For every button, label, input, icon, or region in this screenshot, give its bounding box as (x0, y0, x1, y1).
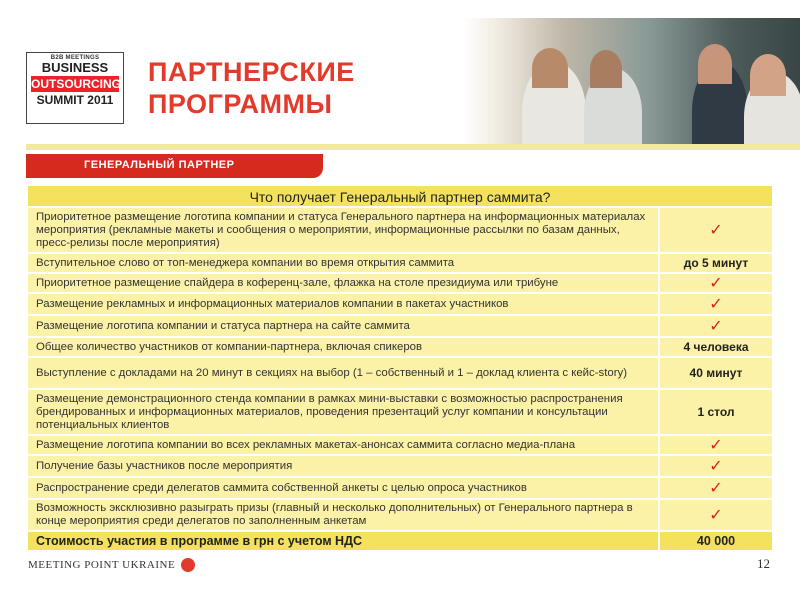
check-icon: ✓ (660, 294, 772, 314)
row-desc: Выступление с докладами на 20 минут в секциях на выбор (1 – собственный и 1 – доклад клиента с кейс-story) (28, 358, 660, 388)
table-row (28, 294, 772, 316)
total-value: 40 000 (660, 532, 772, 550)
check-icon: ✓ (660, 274, 772, 292)
row-desc: Общее количество участников от компании-партнера, включая спикеров (28, 338, 660, 356)
table-row (28, 208, 772, 254)
footer-brand (28, 558, 195, 572)
check-icon: ✓ (660, 208, 772, 252)
row-value: 1 стол (660, 390, 772, 434)
page-number: 12 (757, 556, 770, 571)
title-line-2: ПРОГРАММЫ (148, 89, 333, 119)
table-header: Что получает Генеральный партнер саммита? (28, 186, 772, 208)
logo-subtitle: B2B MEETINGS (50, 55, 100, 61)
row-desc: Размещение логотипа компании во всех рекламных макетах-анонсах саммита согласно медиа-плана (28, 436, 660, 454)
row-desc: Размещение логотипа компании и статуса партнера на сайте саммита (28, 316, 660, 336)
table-row (28, 274, 772, 294)
check-icon: ✓ (660, 456, 772, 476)
table-row (28, 254, 772, 274)
page-title (148, 56, 355, 120)
section-tab: ГЕНЕРАЛЬНЫЙ ПАРТНЕР (26, 154, 323, 178)
row-desc: Приоритетное размещение спайдера в коференц-зале, флажка на столе президиума или трибуне (28, 274, 660, 292)
logo-line-summit: SUMMIT 2011 (36, 93, 114, 107)
check-icon: ✓ (660, 436, 772, 454)
check-icon: ✓ (660, 478, 772, 498)
table-row (28, 436, 772, 456)
header-divider (26, 144, 800, 150)
summit-logo (26, 52, 124, 124)
total-desc: Стоимость участия в программе в грн с учетом НДС (28, 532, 660, 550)
check-icon: ✓ (660, 500, 772, 530)
logo-line-business: BUSINESS (41, 60, 109, 75)
table-row (28, 338, 772, 358)
event-photo (462, 18, 800, 150)
logo-line-outsourcing: OUTSOURCING (31, 77, 121, 91)
row-desc: Вступительное слово от топ-менеджера компании во время открытия саммита (28, 254, 660, 272)
brand-logo-icon (181, 558, 195, 572)
row-desc: Приоритетное размещение логотипа компании и статуса Генерального партнера на информационных материалах мероприятия (рекламные макеты и сообщения о мероприятии, информационные рассылки по базам данных, пресс-релизы после мероприятия) (28, 208, 660, 252)
row-value: 4 человека (660, 338, 772, 356)
total-row (28, 532, 772, 552)
title-line-1: ПАРТНЕРСКИЕ (148, 57, 355, 87)
table-row (28, 358, 772, 390)
row-value: до 5 минут (660, 254, 772, 272)
table-row (28, 500, 772, 532)
row-desc: Получение базы участников после мероприятия (28, 456, 660, 476)
check-icon: ✓ (660, 316, 772, 336)
row-desc: Размещение демонстрационного стенда компании в рамках мини-выставки с возможностью распространения брендированных и информационных материалов, проведения презентаций услуг компании и консультации потенциальных клиентов (28, 390, 660, 434)
row-desc: Размещение рекламных и информационных материалов компании в пакетах участников (28, 294, 660, 314)
row-desc: Возможность эксклюзивно разыграть призы (главный и несколько дополнительных) от Генерального партнера в конце мероприятия среди делегатов по заполненным анкетам (28, 500, 660, 530)
brand-name: MEETING POINT UKRAINE (28, 559, 176, 571)
benefits-table (28, 186, 772, 552)
table-row (28, 456, 772, 478)
row-value: 40 минут (660, 358, 772, 388)
table-row (28, 478, 772, 500)
row-desc: Распространение среди делегатов саммита собственной анкеты с целью опроса участников (28, 478, 660, 498)
table-row (28, 316, 772, 338)
table-row (28, 390, 772, 436)
